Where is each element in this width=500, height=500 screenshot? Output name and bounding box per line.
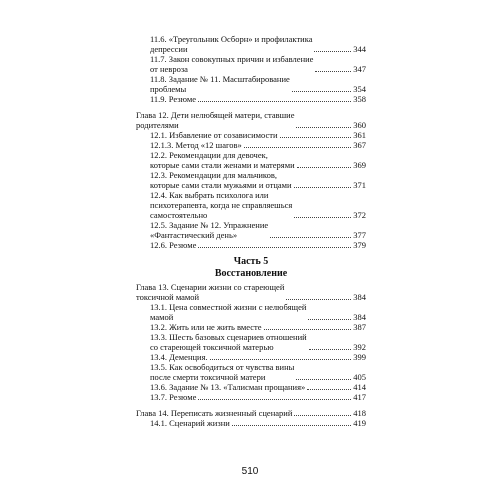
toc-entry-line: 13.7. Резюме: [150, 392, 197, 402]
toc-entry-title: [150, 220, 268, 240]
toc-entry-line: 12.3. Рекомендации для мальчиков,: [150, 170, 278, 180]
dot-leader: [264, 329, 352, 330]
toc-entry-line: психотерапевта, когда не справляешься: [150, 200, 293, 210]
toc-page-number: 379: [353, 240, 366, 250]
toc-entry-line: со стареющей токсичной матерью: [150, 342, 274, 352]
toc-section-entry: [136, 332, 366, 352]
toc-page-number: 360: [353, 120, 366, 130]
toc-entry-line: 13.3. Шесть базовых сценариев отношений: [150, 332, 307, 342]
toc-page-number: 392: [353, 342, 366, 352]
toc-section-entry: [136, 54, 366, 74]
toc-section-entry: [136, 220, 366, 240]
toc-page-number: 344: [353, 44, 366, 54]
toc-entry-line: родителями: [136, 120, 179, 130]
dot-leader: [309, 349, 352, 350]
toc-page-number: 371: [353, 180, 366, 190]
part-heading: Часть 5: [233, 256, 269, 267]
dot-leader: [294, 187, 352, 188]
toc-entry-line: 14.1. Сценарий жизни: [150, 418, 230, 428]
toc-entry-line: токсичной мамой: [136, 292, 200, 302]
toc-entry-line: 13.6. Задание № 13. «Талисман прощания»: [150, 382, 306, 392]
dot-leader: [270, 237, 351, 238]
toc-entry-title: [150, 240, 196, 250]
toc-entry-line: от невроза: [150, 64, 188, 74]
dot-leader: [292, 91, 351, 92]
toc-entry-line: 13.1. Цена совместной жизни с нелюбящей: [150, 302, 307, 312]
toc-page-number: 399: [353, 352, 366, 362]
toc-entry-line: «Фантастический день»: [150, 230, 238, 240]
toc-section-entry: [136, 190, 366, 220]
dot-leader: [308, 319, 351, 320]
toc-section-entry: [136, 302, 366, 322]
toc-entry-line: 11.7. Закон совокупных причин и избавление: [150, 54, 314, 64]
toc-entry-line: самостоятельно: [150, 210, 208, 220]
toc-section-entry: [136, 130, 366, 140]
dot-leader: [314, 51, 351, 52]
toc-entry-title: [150, 392, 196, 402]
dot-leader: [315, 71, 351, 72]
toc-entry-title: [150, 352, 208, 362]
toc-page-number: 417: [353, 392, 366, 402]
toc-entry-line: 13.4. Деменция.: [150, 352, 208, 362]
toc-entry-line: 12.4. Как выбрать психолога или: [150, 190, 269, 200]
toc-page-number: 367: [353, 140, 366, 150]
toc-page-number: 369: [353, 160, 366, 170]
toc-entry-title: [150, 74, 290, 94]
toc-page-number: 372: [353, 210, 366, 220]
toc-section-entry: [136, 418, 366, 428]
dot-leader: [198, 101, 351, 102]
dot-leader: [307, 389, 351, 390]
toc-entry-line: Глава 13. Сценарии жизни со стареющей: [136, 282, 285, 292]
toc-entry-line: Глава 12. Дети нелюбящей матери, ставшие: [136, 110, 295, 120]
dot-leader: [210, 359, 352, 360]
toc-section-entry: [136, 362, 366, 382]
dot-leader: [296, 379, 351, 380]
toc-section-entry: [136, 150, 366, 170]
toc-entry-line: 12.2. Рекомендации для девочек,: [150, 150, 268, 160]
toc-entry-line: 12.1.3. Метод «12 шагов»: [150, 140, 242, 150]
toc-section-entry: [136, 94, 366, 104]
dot-leader: [294, 415, 351, 416]
toc-entry-line: которые сами стали мужьями и отцами: [150, 180, 292, 190]
toc-entry-title: [150, 418, 230, 428]
toc-entry-line: 12.6. Резюме: [150, 240, 197, 250]
dot-leader: [294, 217, 351, 218]
toc-entry-title: [150, 150, 295, 170]
toc-entry-title: [150, 94, 196, 104]
toc-section-entry: [136, 74, 366, 94]
toc-entry-line: 13.5. Как освободиться от чувства вины: [150, 362, 295, 372]
toc-section-entry: [136, 240, 366, 250]
dot-leader: [297, 167, 352, 168]
toc-entry-line: Глава 14. Переписать жизненный сценарий: [136, 408, 293, 418]
toc-group-part5: [136, 282, 366, 428]
toc-entry-title: [150, 34, 312, 54]
toc-section-entry: [136, 392, 366, 402]
toc-entry-title: [150, 332, 307, 352]
toc-page-number: 405: [353, 372, 366, 382]
toc-page-number: 387: [353, 322, 366, 332]
toc-page-number: 384: [353, 292, 366, 302]
toc-page-number: 418: [353, 408, 366, 418]
toc-section-entry: [136, 170, 366, 190]
part-title: Восстановление: [214, 268, 288, 279]
dot-leader: [198, 247, 351, 248]
toc-entry-title: [150, 322, 262, 332]
toc-entry-title: [150, 54, 313, 74]
toc-section-entry: [136, 382, 366, 392]
toc-page-number: 414: [353, 382, 366, 392]
dot-leader: [286, 299, 351, 300]
toc-entry-title: [136, 110, 294, 130]
toc-entry-line: 12.1. Избавление от созависимости: [150, 130, 278, 140]
toc-entry-line: 13.2. Жить или не жить вместе: [150, 322, 262, 332]
dot-leader: [244, 147, 351, 148]
toc-entry-line: 11.6. «Треугольник Осборн» и профилактика: [150, 34, 313, 44]
dot-leader: [198, 399, 351, 400]
toc-section-entry: [136, 322, 366, 332]
toc-page-number: 354: [353, 84, 366, 94]
toc-entry-title: [136, 282, 284, 302]
toc-entry-title: [136, 408, 292, 418]
toc-entry-line: 11.8. Задание № 11. Масштабирование: [150, 74, 290, 84]
toc-page-number: 419: [353, 418, 366, 428]
toc-page-number: 358: [353, 94, 366, 104]
toc-entry-line: которые сами стали женами и матерями: [150, 160, 295, 170]
page-number: 510: [241, 466, 259, 477]
dot-leader: [232, 425, 351, 426]
toc-entry-line: 12.5. Задание № 12. Упражнение: [150, 220, 269, 230]
toc-section-entry: [136, 140, 366, 150]
toc-chapter-entry: [136, 282, 366, 302]
toc-entry-title: [150, 170, 292, 190]
toc-page-number: 361: [353, 130, 366, 140]
toc-entry-line: депрессии: [150, 44, 188, 54]
toc-entry-title: [150, 302, 306, 322]
dot-leader: [296, 127, 351, 128]
toc-entry-line: после смерти токсичной матери: [150, 372, 266, 382]
toc-page-number: 384: [353, 312, 366, 322]
toc-entry-title: [150, 190, 292, 220]
toc-entry-title: [150, 382, 305, 392]
toc-chapter-entry: [136, 110, 366, 130]
toc-section-entry: [136, 34, 366, 54]
toc-page-number: 347: [353, 64, 366, 74]
toc-entry-title: [150, 140, 242, 150]
toc-section-entry: [136, 352, 366, 362]
dot-leader: [280, 137, 352, 138]
toc-entry-title: [150, 130, 278, 140]
toc-entry-line: мамой: [150, 312, 174, 322]
toc-chapter-entry: [136, 408, 366, 418]
toc-entry-title: [150, 362, 294, 382]
toc-page-number: 377: [353, 230, 366, 240]
toc-group-part4: [136, 34, 366, 250]
toc-entry-line: проблемы: [150, 84, 187, 94]
table-of-contents: [136, 34, 366, 428]
toc-entry-line: 11.9. Резюме: [150, 94, 197, 104]
